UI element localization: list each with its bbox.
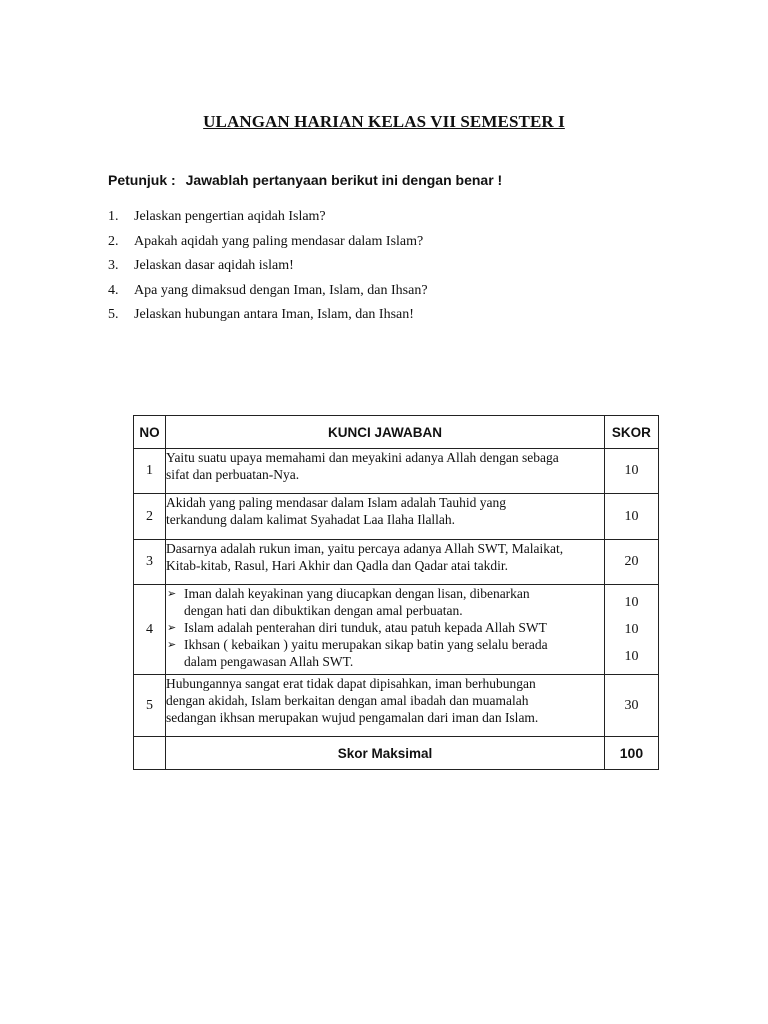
bullet-item <box>166 585 604 619</box>
page-title: ULANGAN HARIAN KELAS VII SEMESTER I <box>203 112 565 131</box>
arrow-bullet-icon: ➢ <box>167 621 177 634</box>
answer-line: sedangan ikhsan merupakan wujud pengamalan dari iman dan Islam. <box>166 710 539 725</box>
question-item <box>108 306 428 331</box>
row-number: 1 <box>134 449 166 494</box>
question-number: 5. <box>108 307 119 322</box>
instruction-text: Jawablah pertanyaan berikut ini dengan benar ! <box>185 172 503 188</box>
answer-line: sifat dan perbuatan-Nya. <box>166 467 300 482</box>
row-number: 3 <box>134 540 166 585</box>
instruction <box>108 172 502 188</box>
header-answer: KUNCI JAWABAN <box>166 416 605 449</box>
answer-line: dengan akidah, Islam berkaitan dengan amal ibadah dan muamalah <box>166 693 529 708</box>
question-text: Apakah aqidah yang paling mendasar dalam Islam? <box>134 233 424 249</box>
bullet-item <box>166 619 604 636</box>
empty-cell <box>134 737 166 770</box>
total-label: Skor Maksimal <box>166 737 605 770</box>
question-number: 3. <box>108 258 119 273</box>
row-score: 20 <box>604 540 658 585</box>
row-answer <box>166 540 605 585</box>
row-answer <box>166 494 605 540</box>
question-item <box>108 233 428 258</box>
row-score: 10 <box>604 494 658 540</box>
header-no: NO <box>134 416 166 449</box>
answer-line: terkandung dalam kalimat Syahadat Laa Ilaha Ilallah. <box>166 512 456 527</box>
row-score <box>604 585 658 675</box>
answer-line: dalam pengawasan Allah SWT. <box>184 654 354 669</box>
question-number: 4. <box>108 282 119 298</box>
answer-line: Dasarnya adalah rukun iman, yaitu percaya adanya Allah SWT, Malaikat, <box>166 541 564 556</box>
answer-line: dengan hati dan dibuktikan dengan amal perbuatan. <box>184 603 463 618</box>
answer-line: Yaitu suatu upaya memahami dan meyakini adanya Allah dengan sebaga <box>166 450 559 465</box>
table-row <box>134 540 659 585</box>
question-text: Jelaskan hubungan antara Iman, Islam, dan Ihsan! <box>134 307 414 322</box>
row-answer <box>166 449 605 494</box>
answer-line: Islam adalah penterahan diri tunduk, atau patuh kepada Allah SWT <box>184 620 547 635</box>
answer-line: Kitab-kitab, Rasul, Hari Akhir dan Qadla dan Qadar atai takdir. <box>166 558 508 573</box>
row-score: 30 <box>604 675 658 737</box>
table-row <box>134 494 659 540</box>
row-number: 4 <box>134 585 166 675</box>
sub-score: 10 <box>624 594 639 610</box>
total-score: 100 <box>604 737 658 770</box>
table-header-row <box>134 416 659 449</box>
answer-line: Akidah yang paling mendasar dalam Islam adalah Tauhid yang <box>166 495 506 510</box>
question-item <box>108 282 428 307</box>
answer-line: Ikhsan ( kebaikan ) yaitu merupakan sikap batin yang selalu berada <box>184 637 548 652</box>
row-number: 5 <box>134 675 166 737</box>
question-text: Apa yang dimaksud dengan Iman, Islam, dan Ihsan? <box>134 282 428 298</box>
question-number: 1. <box>108 209 119 224</box>
question-text: Jelaskan pengertian aqidah Islam? <box>134 209 326 224</box>
instruction-label: Petunjuk : <box>108 172 176 188</box>
answer-key-table <box>133 415 659 770</box>
table-row <box>134 585 659 675</box>
header-score: SKOR <box>604 416 658 449</box>
sub-score: 10 <box>624 648 639 664</box>
score-stack <box>605 595 658 665</box>
arrow-bullet-icon: ➢ <box>167 638 177 651</box>
question-item <box>108 208 428 233</box>
row-answer <box>166 585 605 675</box>
row-score: 10 <box>604 449 658 494</box>
sub-score: 10 <box>624 621 639 637</box>
question-text: Jelaskan dasar aqidah islam! <box>134 258 294 273</box>
answer-line: Hubungannya sangat erat tidak dapat dipisahkan, iman berhubungan <box>166 676 536 691</box>
arrow-bullet-icon: ➢ <box>167 587 177 600</box>
row-answer <box>166 675 605 737</box>
bullet-item <box>166 636 604 670</box>
answer-line: Iman dalah keyakinan yang diucapkan dengan lisan, dibenarkan <box>184 586 530 601</box>
question-number: 2. <box>108 233 119 249</box>
question-item <box>108 257 428 282</box>
total-row <box>134 737 659 770</box>
answer-bullets <box>166 585 604 670</box>
row-number: 2 <box>134 494 166 540</box>
question-list <box>108 208 428 331</box>
table-row <box>134 675 659 737</box>
table-row <box>134 449 659 494</box>
